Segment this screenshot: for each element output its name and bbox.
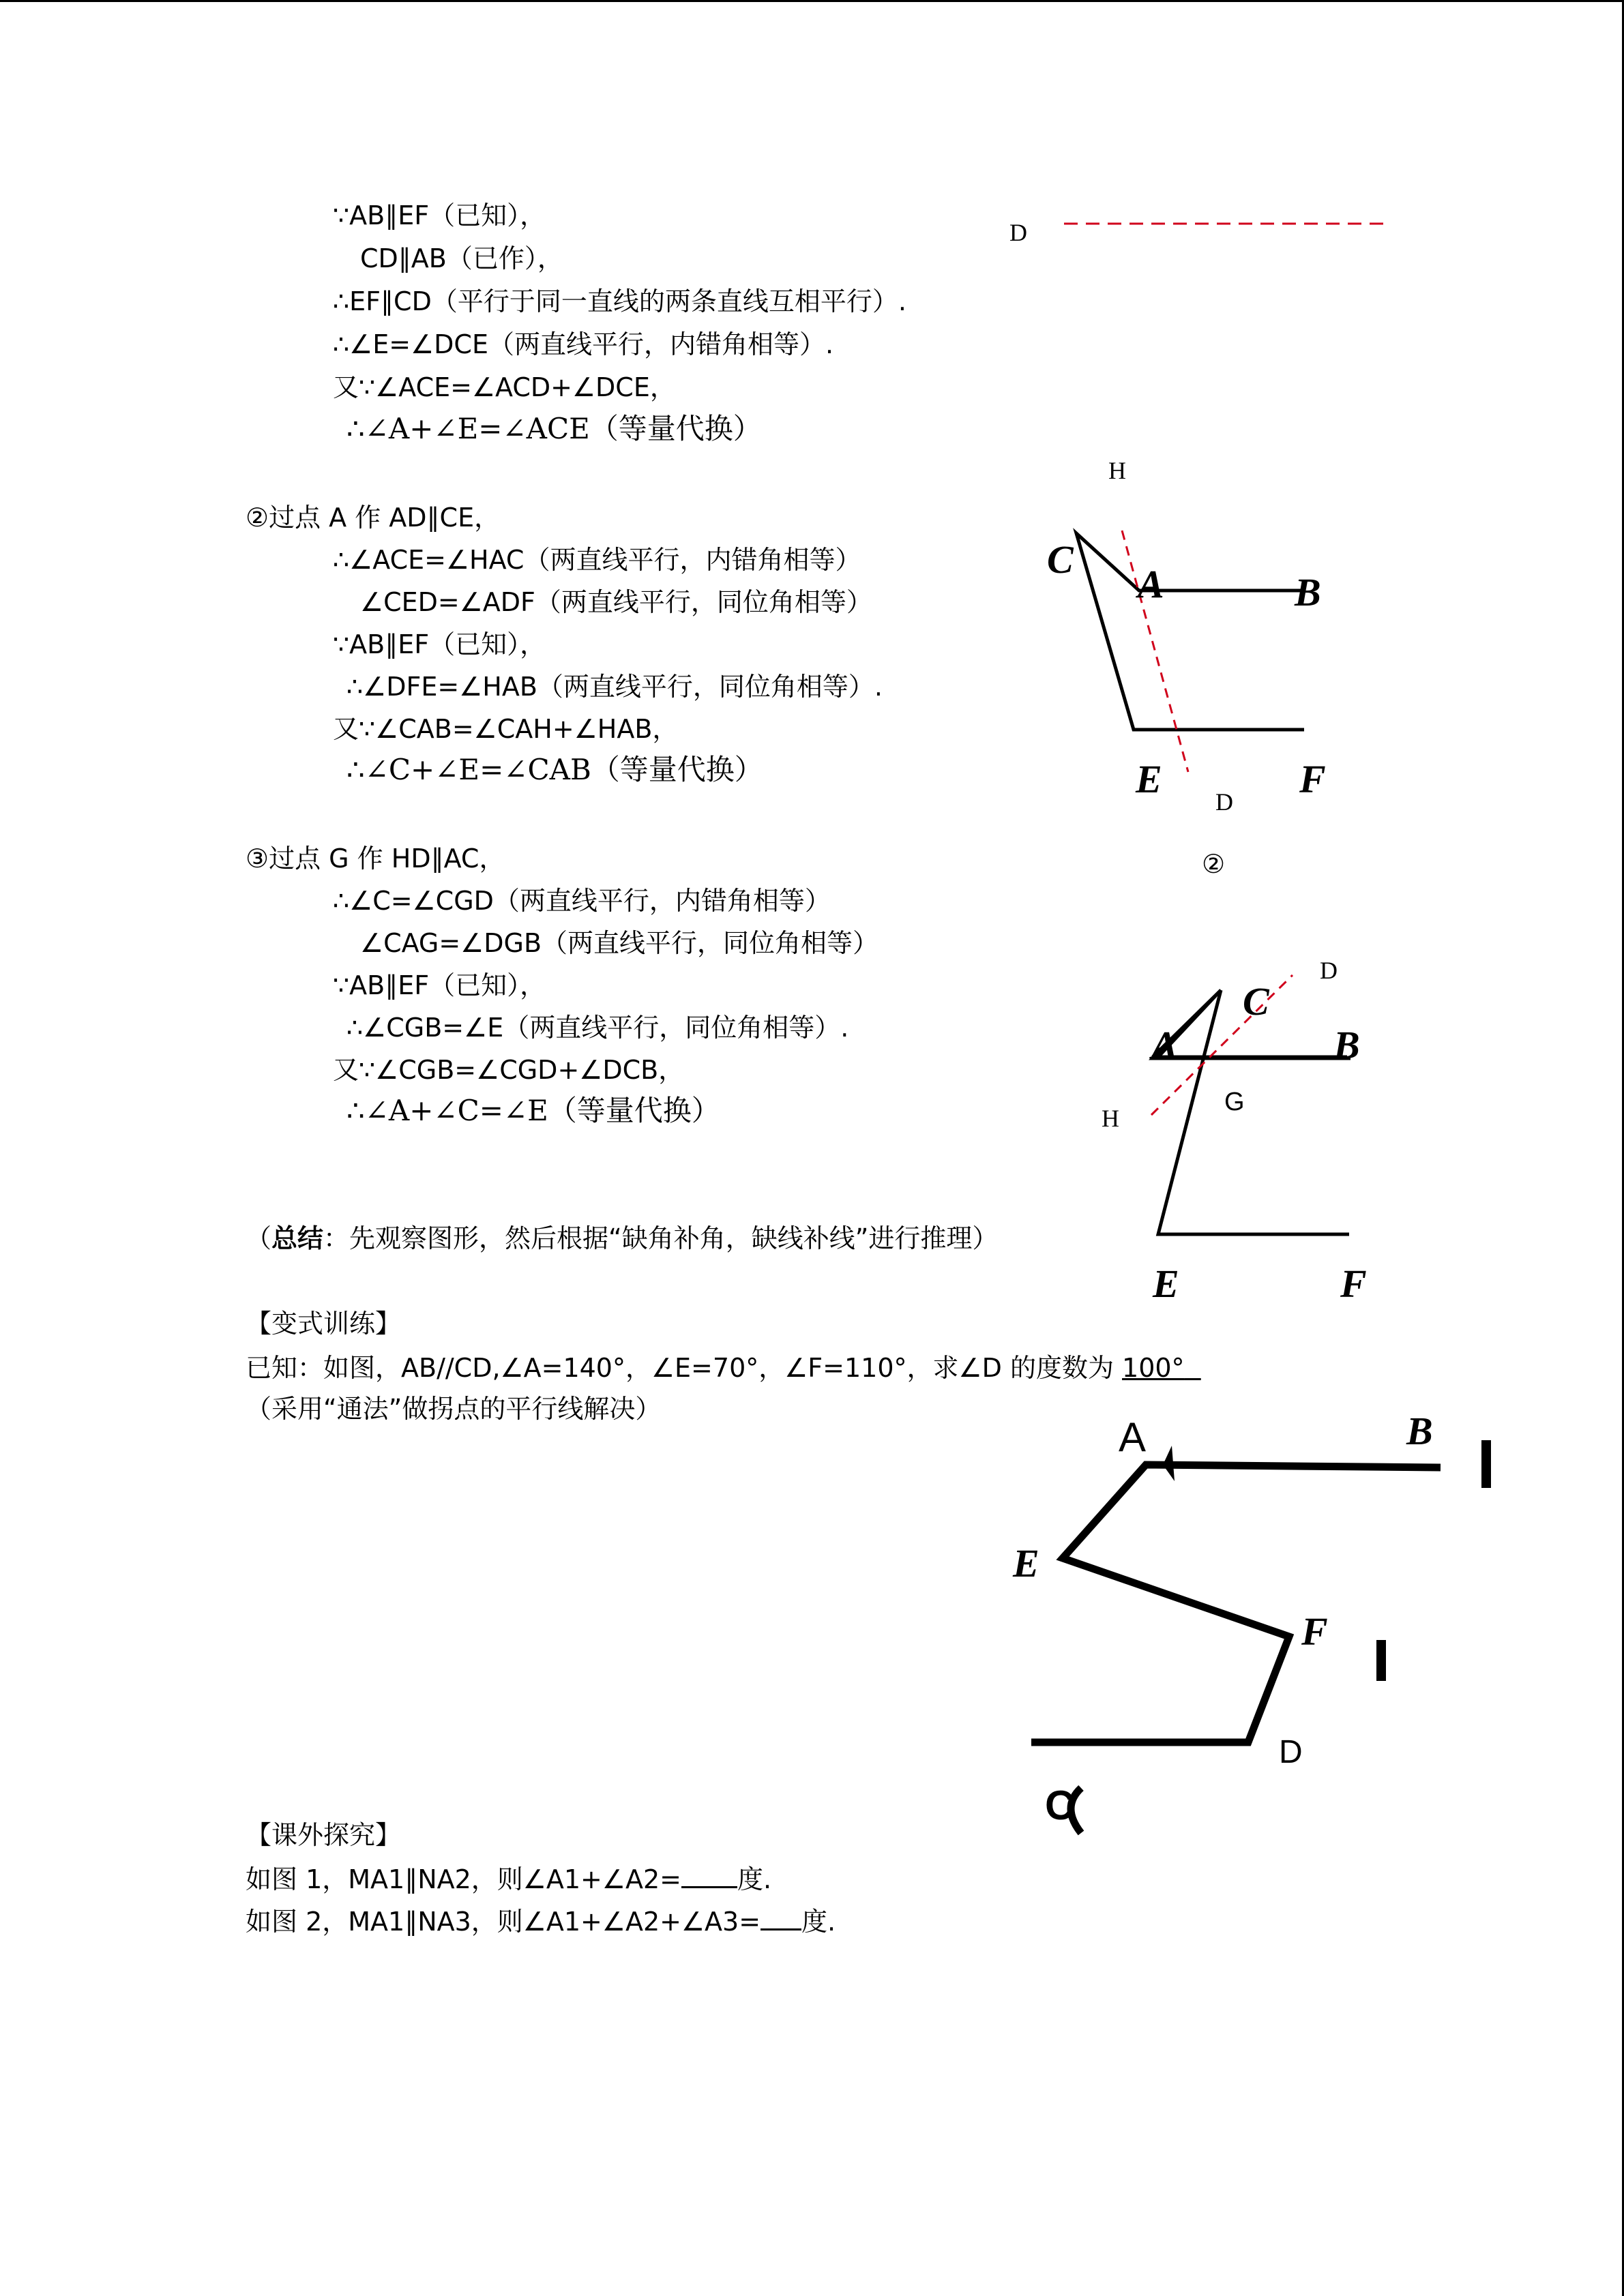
fig4-label-e: E xyxy=(1013,1541,1039,1585)
explore-q2-prefix: 如图 2，MA1∥NA3，则∠A1+∠A2+∠A3= xyxy=(246,1907,761,1937)
fig3-label-h: H xyxy=(1102,1105,1119,1132)
proof3-line2: ∠CAG=∠DGB（两直线平行，同位角相等） xyxy=(360,928,879,958)
variant-question-text: 已知：如图，AB//CD,∠A=140°，∠E=70°，∠F=110°，求∠D 的度数为 xyxy=(246,1353,1123,1383)
proof3-line3: ∵AB∥EF（已知）， xyxy=(333,970,546,1000)
proof2-line2: ∠CED=∠ADF（两直线平行，同位角相等） xyxy=(360,587,872,617)
proof1-line2: CD∥AB（已作）， xyxy=(360,243,563,273)
fig4-b-mark xyxy=(1481,1440,1491,1488)
fig4-polyline xyxy=(1031,1465,1441,1742)
fig3-label-e: E xyxy=(1153,1262,1179,1306)
proof1-line4: ∴∠E=∠DCE（两直线平行，内错角相等）. xyxy=(333,329,834,359)
fig2-label-a: A xyxy=(1138,562,1164,606)
proof3-title: ③过点 G 作 HD∥AC， xyxy=(246,844,505,874)
proof2-line3: ∵AB∥EF（已知）， xyxy=(333,629,546,659)
proof2-line6: ∴∠C+∠E=∠CAB（等量代换） xyxy=(346,753,763,786)
fig2-label-h: H xyxy=(1108,457,1126,484)
fig4-f-mark xyxy=(1376,1640,1386,1681)
proof3-line6: ∴∠A+∠C=∠E（等量代换） xyxy=(346,1094,720,1127)
proof1-line6: ∴∠A+∠E=∠ACE（等量代换） xyxy=(346,412,762,445)
fig2-caption: ② xyxy=(1202,850,1226,879)
variant-answer: 100° xyxy=(1122,1353,1185,1383)
proof1-line1: ∵AB∥EF（已知）， xyxy=(333,200,546,230)
variant-hint: （采用“通法”做拐点的平行线解决） xyxy=(246,1394,662,1424)
explore-q2-suffix: 度. xyxy=(801,1907,836,1937)
fig3-label-d: D xyxy=(1320,957,1338,984)
fig4-label-f: F xyxy=(1301,1609,1328,1654)
fig2-label-f: F xyxy=(1299,757,1326,801)
fig1-label-d: D xyxy=(1009,219,1027,246)
fig3-label-g: G xyxy=(1224,1088,1245,1116)
fig3-label-b: B xyxy=(1333,1023,1360,1067)
explore-heading: 【课外探究】 xyxy=(246,1820,402,1850)
fig4-a-mark xyxy=(1163,1446,1175,1481)
proof2-line4: ∴∠DFE=∠HAB（两直线平行，同位角相等）. xyxy=(346,672,883,702)
explore-q1-prefix: 如图 1，MA1∥NA2，则∠A1+∠A2= xyxy=(246,1864,681,1894)
proof2-title: ②过点 A 作 AD∥CE， xyxy=(246,503,501,533)
proof1-line5: 又∵∠ACE=∠ACD+∠DCE， xyxy=(333,372,676,402)
fig2-label-c: C xyxy=(1047,537,1074,582)
fig4-label-d: D xyxy=(1279,1734,1303,1770)
summary-bold: 总结 xyxy=(271,1223,324,1253)
fig2-label-b: B xyxy=(1295,570,1321,614)
variant-heading: 【变式训练】 xyxy=(246,1309,402,1339)
fig3-label-a: A xyxy=(1151,1023,1178,1067)
proof2-line1: ∴∠ACE=∠HAC（两直线平行，内错角相等） xyxy=(333,545,861,575)
proof1-line3: ∴EF∥CD（平行于同一直线的两条直线互相平行）. xyxy=(333,286,906,316)
fig2-label-d: D xyxy=(1215,788,1233,816)
proof3-line4: ∴∠CGB=∠E（两直线平行，同位角相等）. xyxy=(346,1013,849,1043)
fig2-label-e: E xyxy=(1136,757,1162,801)
fig4-label-b: B xyxy=(1406,1409,1433,1453)
proof3-line1: ∴∠C=∠CGD（两直线平行，内错角相等） xyxy=(333,886,831,916)
fig4-label-a: A xyxy=(1119,1414,1147,1460)
fig3-label-c: C xyxy=(1243,979,1269,1024)
fig3-label-f: F xyxy=(1340,1262,1367,1306)
summary-rest: ：先观察图形，然后根据“缺角补角，缺线补线”进行推理） xyxy=(323,1223,999,1253)
fig4-label-c: C xyxy=(1045,1783,1075,1828)
explore-q1-suffix: 度. xyxy=(737,1864,772,1894)
summary-open: （ xyxy=(246,1223,272,1253)
proof3-line5: 又∵∠CGB=∠CGD+∠DCB， xyxy=(333,1055,685,1085)
proof2-line5: 又∵∠CAB=∠CAH+∠HAB， xyxy=(333,714,679,744)
